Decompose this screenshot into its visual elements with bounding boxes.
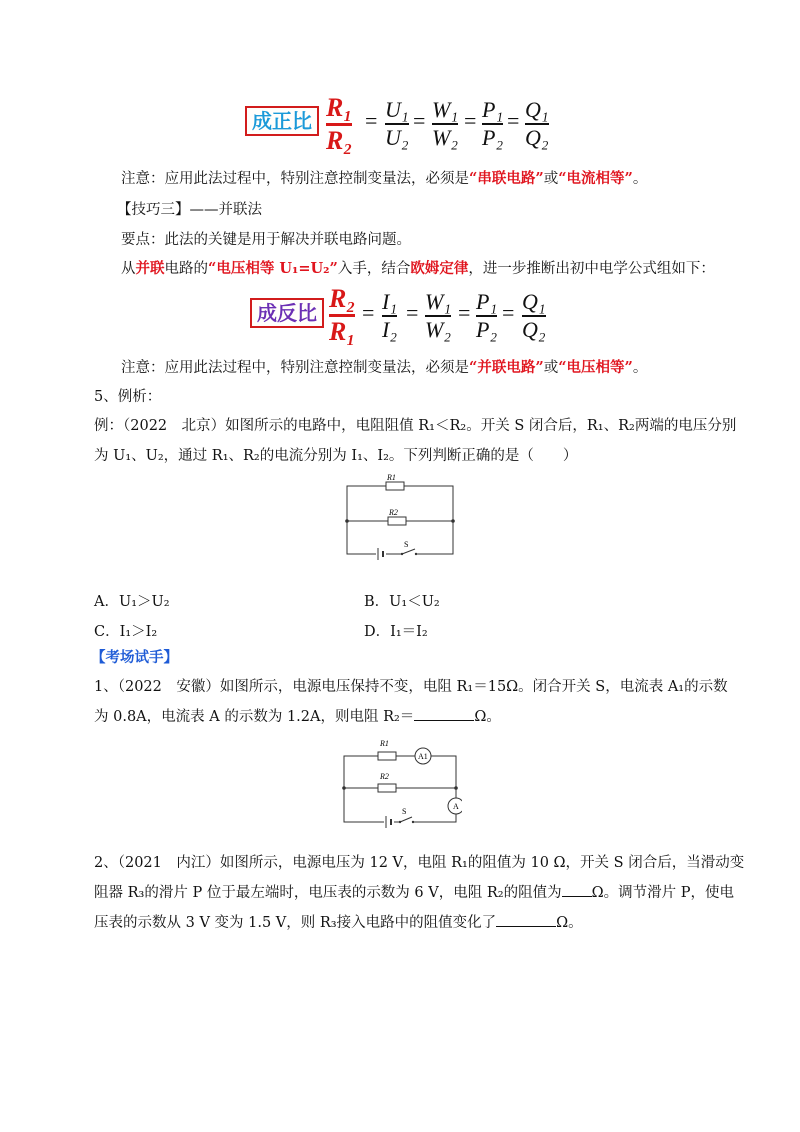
term-num: Q₁ [522, 289, 546, 314]
formula1-lhs-fraction [326, 94, 352, 155]
q1-text: Ω。 [474, 709, 501, 725]
q1-answer-blank[interactable] [414, 706, 474, 721]
text: 从 [121, 261, 136, 277]
note-text: 或 [543, 360, 559, 376]
formula1-lhs-den: R₂ [326, 125, 353, 155]
switch-label: S [404, 540, 409, 549]
formula2-term-1 [382, 290, 397, 342]
text: 电路的 [164, 261, 208, 277]
q2-text: Ω。 [556, 915, 583, 931]
option-d[interactable]: D．I₁＝I₂ [364, 624, 428, 640]
r2-label: R2 [389, 508, 398, 517]
keyword-parallel: 并联 [135, 260, 165, 277]
term-den: U₂ [385, 124, 409, 150]
example-line-1: 例：（2022 北京）如图所示的电路中，电阻阻值 R₁＜R₂。开关 S 闭合后，R₁、R₂两端的电压分别 [94, 418, 737, 434]
keyword-ohms-law: 欧姆定律 [410, 260, 469, 277]
q1-line-1: 1、（2022 安徽）如图所示，电源电压保持不变，电阻 R₁＝15Ω。闭合开关 S，电流表 A₁的示数 [94, 679, 728, 695]
proportional-badge: 成正比 [245, 106, 319, 136]
q2-line-2 [94, 882, 734, 903]
term-den: Q₂ [525, 124, 549, 150]
equals-sign: = [406, 300, 419, 325]
formula2-lhs-den: R₁ [329, 316, 356, 346]
q2-text: Ω。调节滑片 P，使电 [591, 885, 734, 901]
equals-sign: = [458, 300, 471, 325]
text: 入手，结合 [337, 261, 411, 277]
example-line-2: 为 U₁、U₂，通过 R₁、R₂的电流分别为 I₁、I₂。下列判断正确的是（ ） [94, 448, 578, 464]
note-text: 或 [543, 171, 559, 187]
q2-line-1: 2、（2021 内江）如图所示，电源电压为 12 V，电阻 R₁的阻值为 10 Ω，开关 S 闭合后，当滑动变 [94, 855, 745, 871]
q1-line-2 [94, 706, 501, 727]
resistor-r2 [378, 784, 396, 792]
q2-answer-blank-1[interactable] [562, 882, 592, 897]
r1-label: R1 [387, 473, 396, 482]
term-den: P₂ [482, 124, 504, 150]
section-5-heading: 5、例析： [94, 389, 162, 405]
formula2-term-2 [425, 290, 451, 342]
equals-sign: = [362, 300, 375, 325]
formula2-lhs-num: R₂ [329, 284, 356, 313]
r1-label: R1 [380, 739, 389, 748]
term-num: P₁ [476, 289, 498, 314]
resistor-r1 [378, 752, 396, 760]
r2-label: R2 [380, 772, 389, 781]
term-den: W₂ [432, 124, 458, 150]
practice-heading: 【考场试手】 [91, 649, 178, 666]
formula1-term-4 [525, 98, 549, 150]
equals-sign: = [365, 108, 378, 133]
note-text: 注意：应用此法过程中，特别注意控制变量法，必须是 [121, 171, 469, 187]
term-den: W₂ [425, 316, 451, 342]
option-c[interactable]: C．I₁＞I₂ [94, 624, 158, 640]
term-den: P₂ [476, 316, 498, 342]
note-text: 注意：应用此法过程中，特别注意控制变量法，必须是 [121, 360, 469, 376]
q2-text: 压表的示数从 3 V 变为 1.5 V，则 R₃接入电路中的阻值变化了 [94, 915, 497, 931]
term-den: Q₂ [522, 316, 546, 342]
switch-label: S [402, 807, 407, 816]
note-series [121, 169, 647, 189]
formula1-term-2 [432, 98, 458, 150]
resistor-r1 [386, 482, 404, 490]
q2-text: 阻器 R₃的滑片 P 位于最左端时，电压表的示数为 6 V，电阻 R₂的阻值为 [94, 885, 562, 901]
keyword-equal-voltage: “电压相等” [558, 359, 633, 376]
a1-label: A1 [418, 752, 428, 761]
equals-sign: = [413, 108, 426, 133]
keypoint: 要点：此法的关键是用于解决并联电路问题。 [121, 232, 411, 248]
parallel-intro [121, 259, 715, 279]
resistor-r2 [388, 517, 406, 525]
term-num: I₁ [382, 289, 397, 314]
term-num: W₁ [425, 289, 451, 314]
junction-dot [345, 519, 349, 523]
term-num: Q₁ [525, 97, 549, 122]
option-b[interactable]: B．U₁＜U₂ [364, 594, 440, 610]
keyword-equal-voltage: “电压相等 U₁=U₂” [208, 260, 338, 277]
q1-circuit-diagram [340, 733, 462, 828]
equals-sign: = [507, 108, 520, 133]
q2-line-3 [94, 912, 583, 933]
note-text: 。 [632, 171, 648, 187]
option-a[interactable]: A．U₁＞U₂ [94, 594, 170, 610]
junction-dot [451, 519, 455, 523]
formula2-term-3 [476, 290, 497, 342]
formula1-lhs-num: R₁ [326, 93, 353, 122]
term-num: W₁ [432, 97, 458, 122]
keyword-equal-current: “电流相等” [558, 170, 633, 187]
equals-sign: = [502, 300, 515, 325]
formula1-term-1 [385, 98, 409, 150]
q1-text: 为 0.8A，电流表 A 的示数为 1.2A，则电阻 R₂＝ [94, 709, 415, 725]
q2-answer-blank-2[interactable] [496, 912, 556, 927]
tip3-heading: 【技巧三】——并联法 [117, 202, 262, 218]
formula1-term-3 [482, 98, 503, 150]
equals-sign: = [464, 108, 477, 133]
keyword-series-circuit: “串联电路” [469, 170, 544, 187]
inverse-badge: 成反比 [250, 298, 324, 328]
formula2-lhs-fraction [329, 285, 355, 346]
a-label: A [453, 802, 459, 811]
note-parallel [121, 358, 647, 378]
formula2-term-4 [522, 290, 546, 342]
note-text: 。 [632, 360, 648, 376]
term-den: I₂ [382, 316, 397, 342]
example-circuit-diagram [340, 470, 460, 562]
text: ，进一步推断出初中电学公式组如下： [468, 261, 715, 277]
term-num: U₁ [385, 97, 409, 122]
term-num: P₁ [482, 97, 504, 122]
keyword-parallel-circuit: “并联电路” [469, 359, 544, 376]
